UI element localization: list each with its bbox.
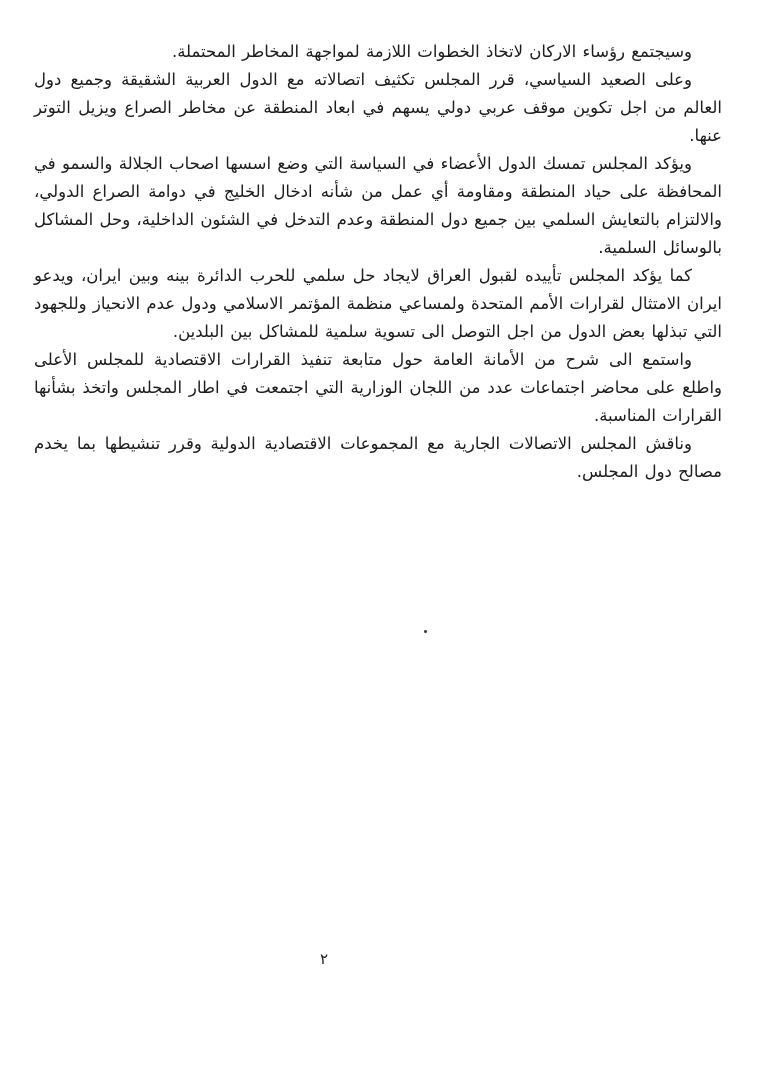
scan-artifact-dot: [424, 630, 427, 633]
paragraph: ويؤكد المجلس تمسك الدول الأعضاء في السياسة التي وضع اسسها اصحاب الجلالة والسمو في المحافظة على حياد المنطقة ومقاومة أي عمل من شأنه ادخال الخليج في دوامة الصراع الدولي، والالتزام بالتعايش السلمي بين جميع دول المنطقة وعدم التدخل في الشئون الداخلية، وحل المشاكل بالوسائل السلمية.: [34, 154, 722, 257]
body-text: [34, 38, 722, 486]
page-number: ٢: [319, 950, 329, 968]
paragraph: وناقش المجلس الاتصالات الجارية مع المجموعات الاقتصادية الدولية وقرر تنشيطها بما يخدم مصالح دول المجلس.: [34, 434, 722, 481]
paragraph: واستمع الى شرح من الأمانة العامة حول متابعة تنفيذ القرارات الاقتصادية للمجلس الأعلى واطلع على محاضر اجتماعات عدد من اللجان الوزارية التي اجتمعت في اطار المجلس واتخذ بشأنها القرارات المناسبة.: [34, 350, 722, 425]
paragraph: وعلى الصعيد السياسي، قرر المجلس تكثيف اتصالاته مع الدول العربية الشقيقة وجميع دول العالم من اجل تكوين موقف عربي دولي يسهم في ابعاد المنطقة عن مخاطر الصراع ويزيل التوتر عنها.: [34, 70, 722, 145]
paragraph: وسيجتمع رؤساء الاركان لاتخاذ الخطوات اللازمة لمواجهة المخاطر المحتملة.: [171, 42, 692, 61]
paragraph: كما يؤكد المجلس تأييده لقبول العراق لايجاد حل سلمي للحرب الدائرة بينه وبين ايران، ويدعو ايران الامتثال لقرارات الأمم المتحدة ولمساعي منظمة المؤتمر الاسلامي ودول عدم الانحياز وللجهود التي تبذلها بعض الدول من اجل التوصل الى تسوية سلمية للمشاكل بين البلدين.: [34, 266, 722, 341]
